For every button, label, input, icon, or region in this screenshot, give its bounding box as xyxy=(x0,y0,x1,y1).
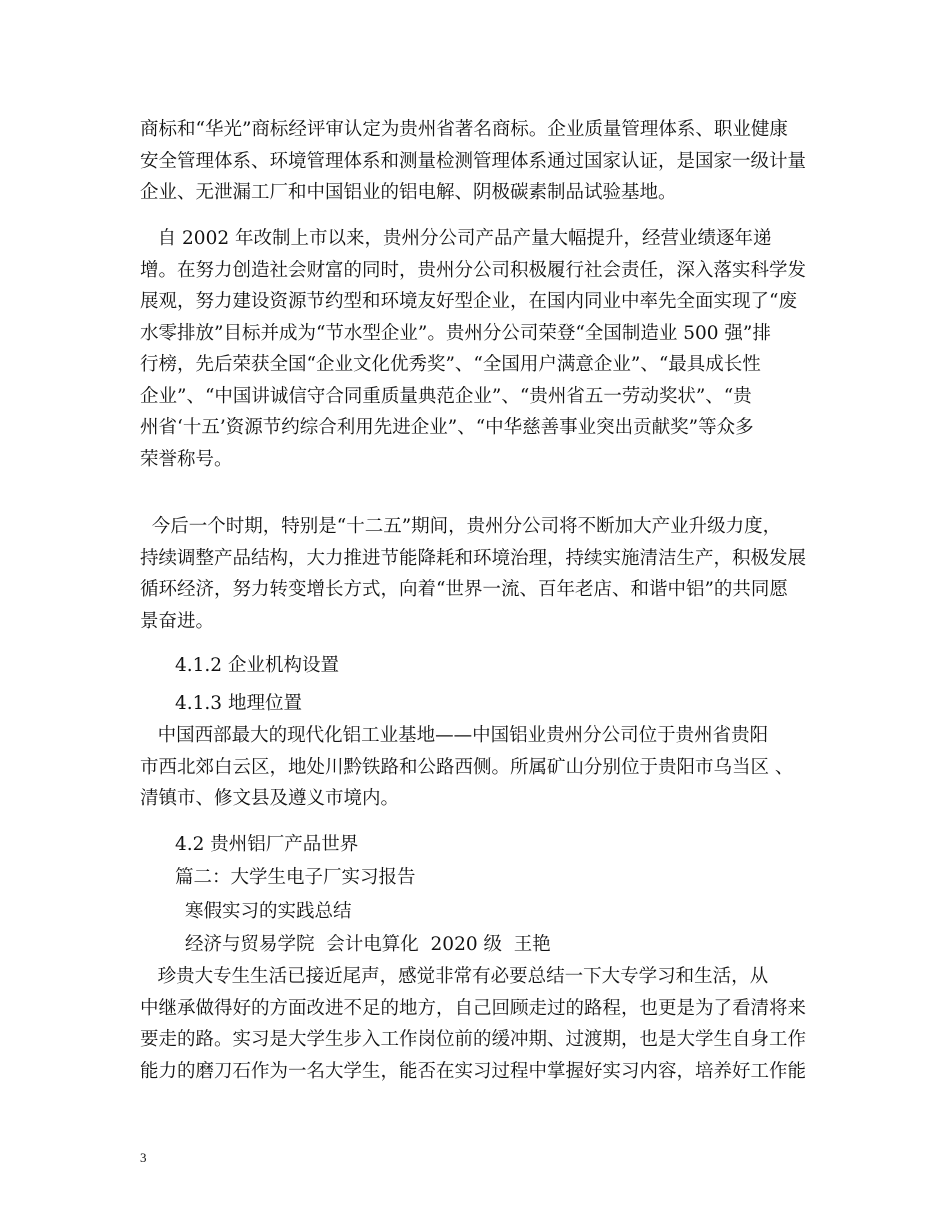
text-line: 清镇市、修文县及遵义市境内。 xyxy=(140,788,400,809)
report-title: 寒假实习的实践总结 xyxy=(185,901,352,922)
text-line: 循环经济，努力转变增长方式，向着“世界一流、百年老店、和谐中铝”的共同愿 xyxy=(140,579,788,600)
page-number: 3 xyxy=(140,1150,147,1165)
text-line: 展观，努力建设资源节约型和环境友好型企业，在国内同业中率先全面实现了“废 xyxy=(140,291,797,312)
text-line: 企业、无泄漏工厂和中国铝业的铝电解、阴极碳素制品试验基地。 xyxy=(140,182,677,203)
chapter-heading-report: 篇二：大学生电子厂实习报告 xyxy=(175,867,416,888)
text-line: 持续调整产品结构，大力推进节能降耗和环境治理，持续实施清洁生产，积极发展 xyxy=(140,547,807,569)
text-line: 州省‘十五’资源节约综合利用先进企业”、“中华慈善事业突出贡献奖”等众多 xyxy=(140,417,754,438)
paragraph-future xyxy=(140,511,812,637)
text-line: 要走的路。实习是大学生步入工作岗位前的缓冲期、过渡期，也是大学生自身工作 xyxy=(140,1029,807,1050)
text-line: 珍贵大专生生活已接近尾声，感觉非常有必要总结一下大专学习和生活，从 xyxy=(140,966,769,987)
text-line: 自 2002 年改制上市以来，贵州分公司产品产量大幅提升，经营业绩逐年递 xyxy=(140,228,772,249)
paragraph-location xyxy=(140,720,812,815)
text-line: 水零排放”目标并成为“节水型企业”。贵州分公司荣登“全国制造业 500 强”排 xyxy=(140,322,771,344)
section-heading-products: 4.2 贵州铝厂产品世界 xyxy=(175,834,359,855)
text-line: 市西北郊白云区，地处川黔铁路和公路西侧。所属矿山分别位于贵阳市乌当区 、 xyxy=(140,756,794,778)
text-line: 景奋进。 xyxy=(140,610,215,632)
text-line: 中继承做得好的方面改进不足的地方，自己回顾走过的路程，也更是为了看清将来 xyxy=(140,997,807,1019)
report-author: 经济与贸易学院 会计电算化 2020 级 王艳 xyxy=(185,934,551,955)
text-line: 荣誉称号。 xyxy=(140,448,233,470)
text-line: 行榜，先后荣获全国“企业文化优秀奖”、“全国用户满意企业”、“最具成长性 xyxy=(140,354,761,375)
text-line: 安全管理体系、环境管理体系和测量检测管理体系通过国家认证，是国家一级计量 xyxy=(140,150,807,172)
paragraph-trademark xyxy=(140,114,812,209)
text-line: 中国西部最大的现代化铝工业基地——中国铝业贵州分公司位于贵州省贵阳 xyxy=(140,725,769,746)
text-line: 能力的磨刀石作为一名大学生，能否在实习过程中掌握好实习内容，培养好工作能 xyxy=(140,1060,807,1082)
paragraph-summary xyxy=(140,961,812,1087)
text-line: 增。在努力创造社会财富的同时，贵州分公司积极履行社会责任，深入落实科学发 xyxy=(140,259,807,281)
section-heading-location: 4.1.3 地理位置 xyxy=(175,693,302,714)
paragraph-since-2002 xyxy=(140,223,812,475)
text-line: 企业”、“中国讲诚信守合同重质量典范企业”、“贵州省五一劳动奖状”、“贵 xyxy=(140,385,752,407)
text-line: 今后一个时期，特别是“十二五”期间，贵州分公司将不断加大产业升级力度， xyxy=(140,516,782,537)
text-line: 商标和“华光”商标经评审认定为贵州省著名商标。企业质量管理体系、职业健康 xyxy=(140,119,788,140)
section-heading-organization: 4.1.2 企业机构设置 xyxy=(175,655,339,676)
